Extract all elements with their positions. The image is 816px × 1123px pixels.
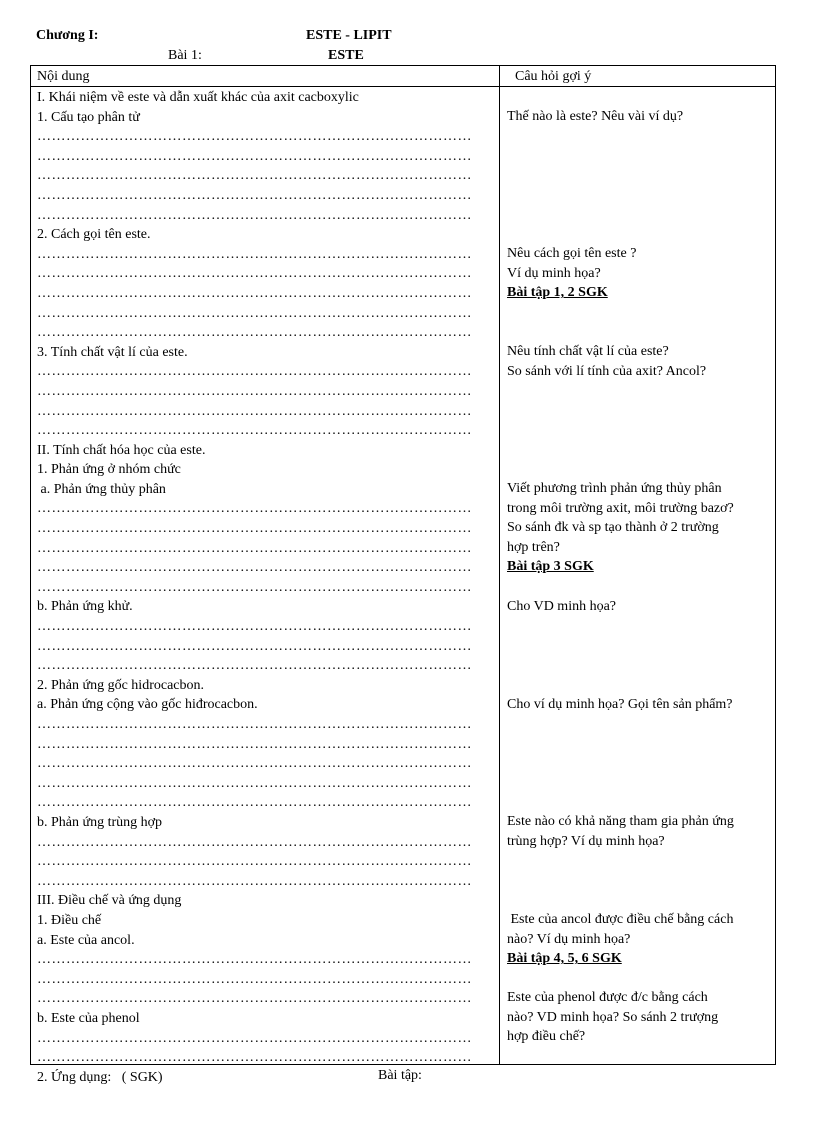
dotted-line: ……………………………………………………………………………… <box>37 717 472 732</box>
dotted-line: ……………………………………………………………………………… <box>37 619 472 635</box>
question-line: hợp trên? <box>507 539 560 555</box>
dotted-line: ……………………………………………………………………………… <box>37 325 472 341</box>
dotted-line: ……………………………………………………………………………… <box>37 383 472 399</box>
subsection-heading: 2. Phản ứng gốc hidrocacbon. <box>37 677 204 693</box>
column-divider <box>499 66 500 1064</box>
subsection-heading: a. Phản ứng thủy phân <box>37 481 166 497</box>
section-heading: II. Tính chất hóa học của este. <box>37 442 206 458</box>
dotted-line: ……………………………………………………………………………… <box>37 1030 472 1046</box>
dotted-line: ……………………………………………………………………………… <box>37 423 472 439</box>
dotted-line: ……………………………………………………………………………… <box>37 501 472 517</box>
question-cell-5: Cho VD minh họa? <box>507 599 617 614</box>
subsection-heading: a. Phản ứng cộng vào gốc hiđrocacbon. <box>37 697 258 713</box>
dotted-line: ……………………………………………………………………………… <box>37 305 472 321</box>
question-cell-4 <box>507 479 769 577</box>
chapter-label: Chương I: <box>36 28 99 43</box>
subsection-heading: 1. Phản ứng ở nhóm chức <box>37 462 181 478</box>
question-line: Este của ancol được điều chế bằng cách <box>507 912 734 927</box>
question-cell-7 <box>507 812 769 851</box>
question-cell-3 <box>507 342 769 381</box>
dotted-line: ……………………………………………………………………………… <box>37 187 472 203</box>
dotted-line: ……………………………………………………………………………… <box>37 521 472 537</box>
dotted-line: ……………………………………………………………………………… <box>37 775 472 791</box>
dotted-line: ……………………………………………………………………………… <box>37 364 472 380</box>
dotted-line: ……………………………………………………………………………… <box>37 658 472 674</box>
exercise-reference: Bài tập 1, 2 SGK <box>507 285 608 301</box>
chapter-title: ESTE - LIPIT <box>306 28 392 43</box>
question-cell-2 <box>507 244 769 303</box>
subsection-heading: b. Phản ứng khử. <box>37 599 133 615</box>
subsection-heading: a. Este của ancol. <box>37 932 135 948</box>
dotted-line: ……………………………………………………………………………… <box>37 246 472 262</box>
subsection-heading: 1. Cấu tạo phân tử <box>37 109 140 125</box>
question-line: So sánh đk và sp tạo thành ở 2 trường <box>507 520 719 536</box>
dotted-line: ……………………………………………………………………………… <box>37 736 472 752</box>
dotted-line: ……………………………………………………………………………… <box>37 971 472 987</box>
dotted-line: ……………………………………………………………………………… <box>37 873 472 889</box>
subsection-heading: 2. Ứng dụng: ( SGK) <box>37 1069 163 1085</box>
dotted-line: ……………………………………………………………………………… <box>37 795 472 811</box>
section-heading: I. Khái niệm về este và dẫn xuất khác của axit cacboxylic <box>37 90 359 105</box>
dotted-line: ……………………………………………………………………………… <box>37 285 472 301</box>
column-header-content: Nội dung <box>37 69 90 84</box>
question-line: Ví dụ minh họa? <box>507 265 601 281</box>
lesson-title: ESTE <box>328 48 364 63</box>
dotted-line: ……………………………………………………………………………… <box>37 854 472 870</box>
dotted-line: ……………………………………………………………………………… <box>37 168 472 184</box>
question-line: nào? Ví dụ minh họa? <box>507 931 631 947</box>
question-line: Nêu tính chất vật lí của este? <box>507 344 669 359</box>
dotted-line: ……………………………………………………………………………… <box>37 148 472 164</box>
subsection-heading: 2. Cách gọi tên este. <box>37 227 151 243</box>
lesson-label: Bài 1: <box>168 48 202 63</box>
column-header-questions: Câu hỏi gợi ý <box>515 69 592 84</box>
dotted-line: ……………………………………………………………………………… <box>37 266 472 282</box>
question-line: Este nào có khả năng tham gia phản ứng <box>507 814 734 829</box>
subsection-heading: 3. Tính chất vật lí của este. <box>37 344 188 360</box>
section-heading: III. Điều chế và ứng dụng <box>37 893 182 909</box>
question-cell-1: Thế nào là este? Nêu vài ví dụ? <box>507 109 684 124</box>
dotted-line: ……………………………………………………………………………… <box>37 403 472 419</box>
exercise-reference: Bài tập 4, 5, 6 SGK <box>507 951 622 967</box>
lesson-table <box>30 65 776 1085</box>
question-line: trong môi trường axit, môi trường bazơ? <box>507 500 734 516</box>
question-line: trùng hợp? Ví dụ minh họa? <box>507 833 665 849</box>
left-column <box>37 88 495 1087</box>
subsection-heading: b. Este của phenol <box>37 1010 140 1026</box>
subsection-heading: 1. Điều chế <box>37 912 102 928</box>
dotted-line: ……………………………………………………………………………… <box>37 207 472 223</box>
question-line: So sánh với lí tính của axit? Ancol? <box>507 363 707 379</box>
dotted-line: ……………………………………………………………………………… <box>37 1050 472 1066</box>
question-cell-6: Cho ví dụ minh họa? Gọi tên sản phẩm? <box>507 697 733 712</box>
dotted-line: ……………………………………………………………………………… <box>37 952 472 968</box>
question-line: Este của phenol được đ/c bằng cách <box>507 990 708 1005</box>
question-cell-8 <box>507 910 769 969</box>
subsection-heading: b. Phản ứng trùng hợp <box>37 814 163 830</box>
question-cell-9 <box>507 988 769 1047</box>
dotted-line: ……………………………………………………………………………… <box>37 756 472 772</box>
question-line: nào? VD minh họa? So sánh 2 trượng <box>507 1009 719 1025</box>
dotted-line: ……………………………………………………………………………… <box>37 638 472 654</box>
dotted-line: ……………………………………………………………………………… <box>37 129 472 145</box>
question-line: Viết phương trình phản ứng thủy phân <box>507 481 722 496</box>
exercise-footer: Bài tập: <box>378 1068 422 1083</box>
dotted-line: ……………………………………………………………………………… <box>37 834 472 850</box>
dotted-line: ……………………………………………………………………………… <box>37 560 472 576</box>
dotted-line: ……………………………………………………………………………… <box>37 540 472 556</box>
exercise-reference: Bài tập 3 SGK <box>507 559 594 575</box>
dotted-line: ……………………………………………………………………………… <box>37 579 472 595</box>
header-divider <box>31 86 775 87</box>
question-line: hợp điều chế? <box>507 1029 586 1045</box>
question-line: Nêu cách gọi tên este ? <box>507 246 637 261</box>
dotted-line: ……………………………………………………………………………… <box>37 991 472 1007</box>
